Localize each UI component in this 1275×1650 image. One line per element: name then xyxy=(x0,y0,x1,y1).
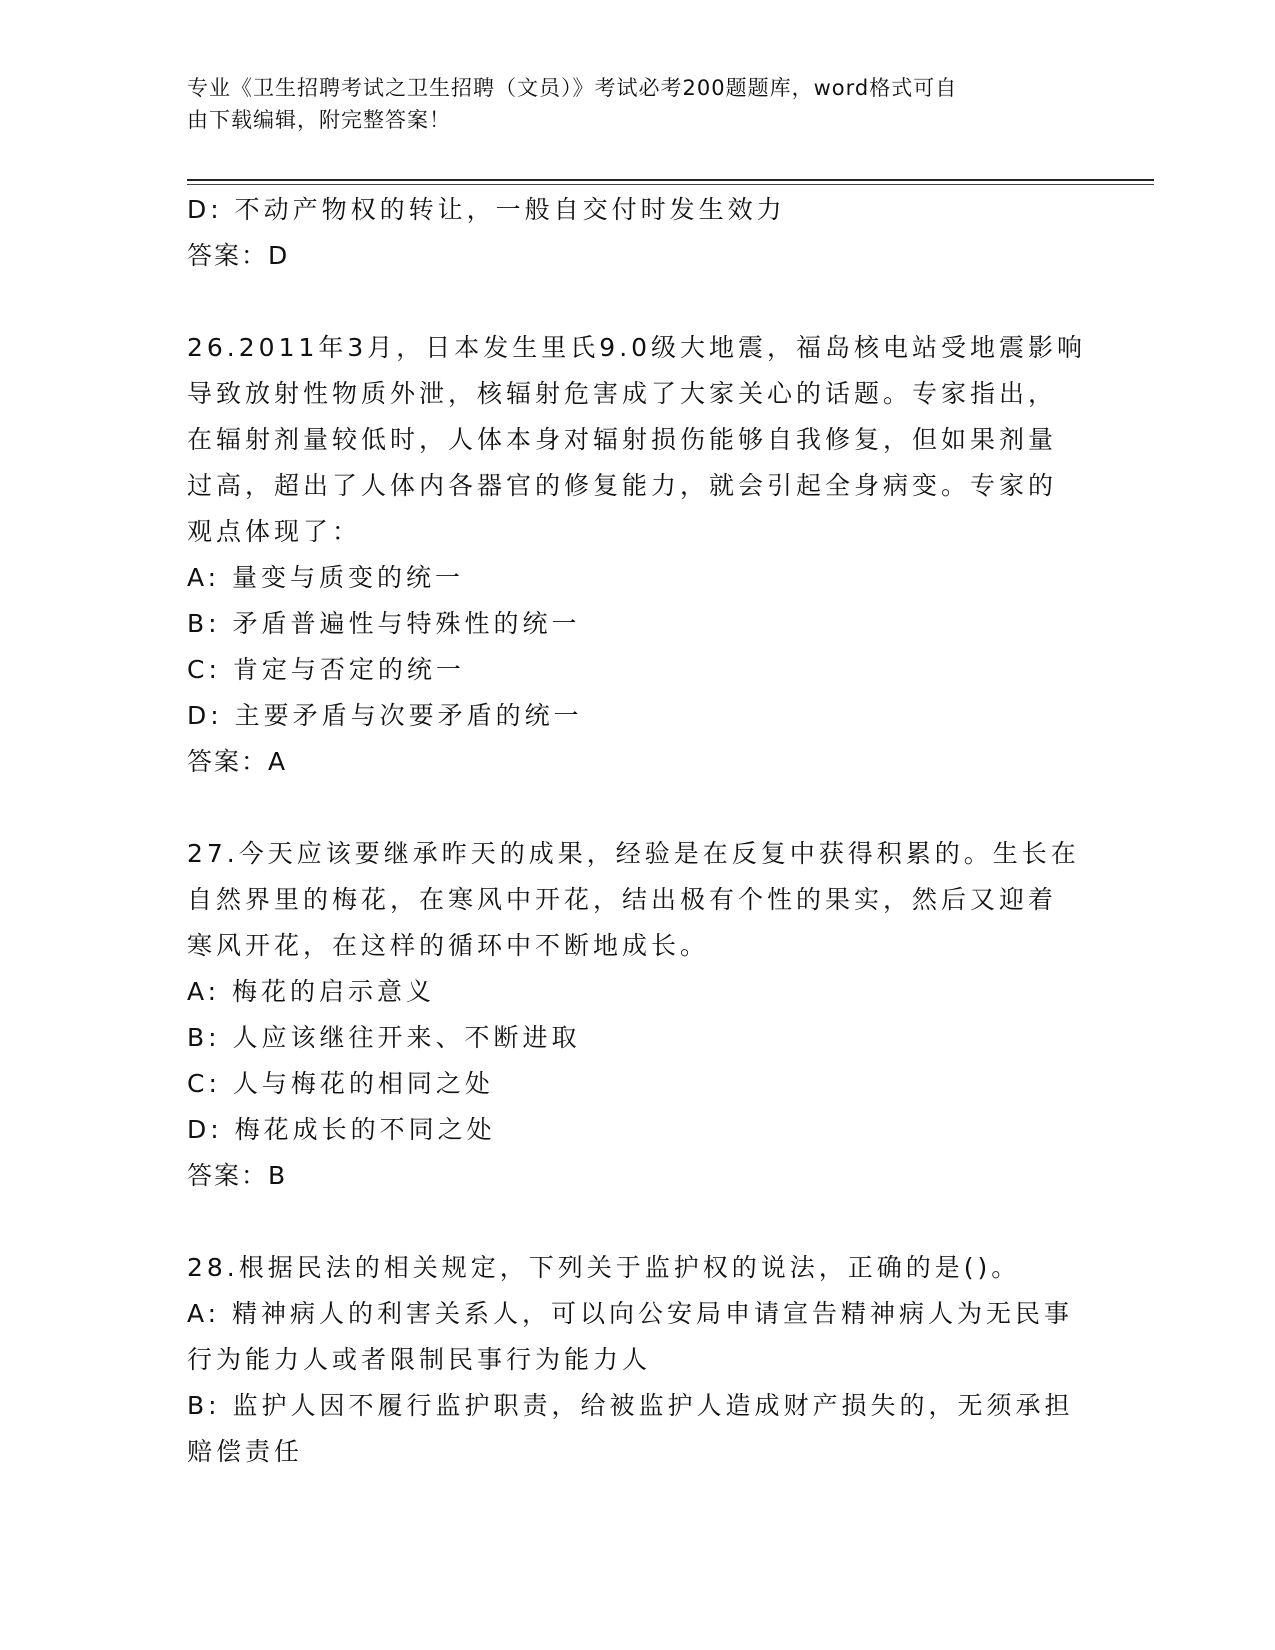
answer-line: 答案：A xyxy=(187,747,288,776)
option-a-continued: 行为能力人或者限制民事行为能力人 xyxy=(187,1345,652,1374)
option-b-continued: 赔偿责任 xyxy=(187,1437,304,1466)
option-line: D: 不动产物权的转让，一般自交付时发生效力 xyxy=(187,195,786,224)
document-header xyxy=(187,72,1067,136)
answer-line: 答案：B xyxy=(187,1161,288,1190)
option-d: D: 梅花成长的不同之处 xyxy=(187,1115,496,1144)
question-text-line: 导致放射性物质外泄，核辐射危害成了大家关心的话题。专家指出， xyxy=(187,379,1058,408)
option-b: B: 人应该继往开来、不断进取 xyxy=(187,1023,581,1052)
option-a: A: 量变与质变的统一 xyxy=(187,563,465,592)
option-c: C: 肯定与否定的统一 xyxy=(187,655,465,684)
header-rule-thin xyxy=(187,184,1154,185)
question-block-28 xyxy=(187,1245,1087,1475)
option-a: A: 梅花的启示意义 xyxy=(187,977,436,1006)
question-text-line: 26.2011年3月，日本发生里氏9.0级大地震，福岛核电站受地震影响 xyxy=(187,333,1087,362)
question-text-line: 观点体现了： xyxy=(187,517,362,546)
question-text-line: 在辐射剂量较低时，人体本身对辐射损伤能够自我修复，但如果剂量 xyxy=(187,425,1058,454)
question-text-line: 过高，超出了人体内各器官的修复能力，就会引起全身病变。专家的 xyxy=(187,471,1058,500)
answer-line: 答案：D xyxy=(187,241,290,270)
header-line: 由下载编辑，附完整答案！ xyxy=(187,108,451,132)
header-line: 专业《卫生招聘考试之卫生招聘（文员）》考试必考200题题库，word格式可自 xyxy=(187,76,958,100)
option-c: C: 人与梅花的相同之处 xyxy=(187,1069,494,1098)
question-text-line: 27.今天应该要继承昨天的成果，经验是在反复中获得积累的。生长在 xyxy=(187,839,1080,868)
option-a: A: 精神病人的利害关系人，可以向公安局申请宣告精神病人为无民事 xyxy=(187,1299,1074,1328)
question-text-line: 自然界里的梅花，在寒风中开花，结出极有个性的果实，然后又迎着 xyxy=(187,885,1058,914)
question-block-26 xyxy=(187,325,1087,785)
header-rule-thick xyxy=(187,179,1154,181)
question-text-line: 寒风开花，在这样的循环中不断地成长。 xyxy=(187,931,710,960)
question-block-27 xyxy=(187,831,1087,1199)
question-content xyxy=(187,187,1087,1475)
option-d: D: 主要矛盾与次要矛盾的统一 xyxy=(187,701,583,730)
option-b: B: 监护人因不履行监护职责，给被监护人造成财产损失的，无须承担 xyxy=(187,1391,1074,1420)
question-block-25 xyxy=(187,187,1087,279)
question-text-line: 28.根据民法的相关规定，下列关于监护权的说法，正确的是()。 xyxy=(187,1253,1021,1282)
option-b: B: 矛盾普遍性与特殊性的统一 xyxy=(187,609,581,638)
